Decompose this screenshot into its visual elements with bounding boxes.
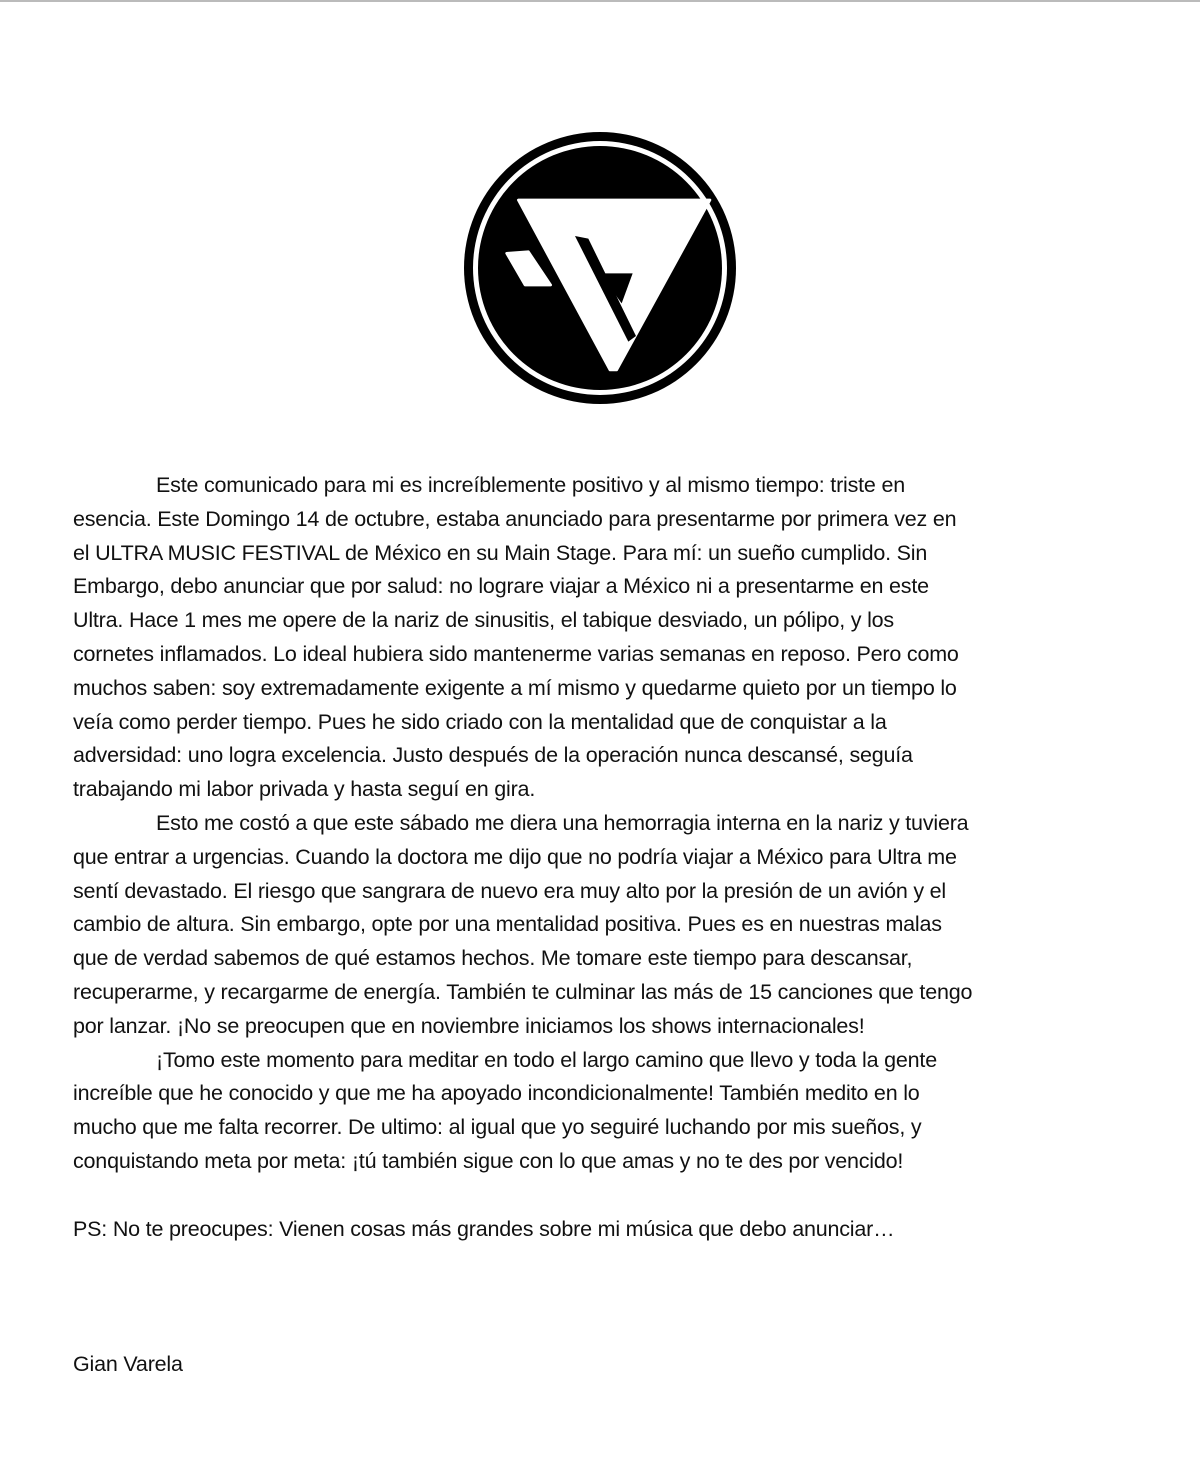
paragraph-1-line: Ultra. Hace 1 mes me opere de la nariz de sinusitis, el tabique desviado, un pólipo, y los — [73, 608, 894, 632]
paragraph-1-line: el ULTRA MUSIC FESTIVAL de México en su Main Stage. Para mí: un sueño cumplido. Sin — [73, 541, 928, 565]
paragraph-2-line: por lanzar. ¡No se preocupen que en noviembre iniciamos los shows internacionales! — [73, 1014, 865, 1038]
paragraph-1-line: Este comunicado para mi es increíblemente positivo y al mismo tiempo: triste en — [156, 473, 905, 497]
paragraph-2-line: Esto me costó a que este sábado me diera una hemorragia interna en la nariz y tuviera — [156, 811, 969, 835]
paragraph-3-line: increíble que he conocido y que me ha apoyado incondicionalmente! También medito en lo — [73, 1081, 920, 1105]
paragraph-3-line: mucho que me falta recorrer. De ultimo: al igual que yo seguiré luchando por mis sueños, y — [73, 1115, 922, 1139]
paragraph-1-line: cornetes inflamados. Lo ideal hubiera sido mantenerme varias semanas en reposo. Pero como — [73, 642, 959, 666]
paragraph-3-line: conquistando meta por meta: ¡tú también sigue con lo que amas y no te des por vencido! — [73, 1149, 904, 1173]
gian-varela-logo — [460, 130, 740, 410]
paragraph-1-line: esencia. Este Domingo 14 de octubre, estaba anunciado para presentarme por primera vez en — [73, 507, 957, 531]
paragraph-2-line: que entrar a urgencias. Cuando la doctora me dijo que no podría viajar a México para Ultra me — [73, 845, 957, 869]
paragraph-2-line: que de verdad sabemos de qué estamos hechos. Me tomare este tiempo para descansar, — [73, 946, 913, 970]
page-top-border — [0, 0, 1200, 2]
paragraph-3-line: ¡Tomo este momento para meditar en todo el largo camino que llevo y toda la gente — [156, 1048, 937, 1072]
postscript: PS: No te preocupes: Vienen cosas más grandes sobre mi música que debo anunciar… — [73, 1217, 895, 1241]
paragraph-1-line: veía como perder tiempo. Pues he sido criado con la mentalidad que de conquistar a la — [73, 710, 887, 734]
paragraph-2-line: sentí devastado. El riesgo que sangrara de nuevo era muy alto por la presión de un avión y el — [73, 879, 947, 903]
paragraph-2-line: cambio de altura. Sin embargo, opte por una mentalidad positiva. Pues es en nuestras malas — [73, 912, 942, 936]
paragraph-2-line: recuperarme, y recargarme de energía. También te culminar las más de 15 canciones que tengo — [73, 980, 973, 1004]
paragraph-1-line: adversidad: uno logra excelencia. Justo después de la operación nunca descansé, seguía — [73, 743, 913, 767]
paragraph-1-line: trabajando mi labor privada y hasta seguí en gira. — [73, 777, 536, 801]
paragraph-1-line: Embargo, debo anunciar que por salud: no lograre viajar a México ni a presentarme en este — [73, 574, 929, 598]
paragraph-1-line: muchos saben: soy extremadamente exigente a mí mismo y quedarme quieto por un tiempo lo — [73, 676, 957, 700]
signature: Gian Varela — [73, 1352, 183, 1376]
